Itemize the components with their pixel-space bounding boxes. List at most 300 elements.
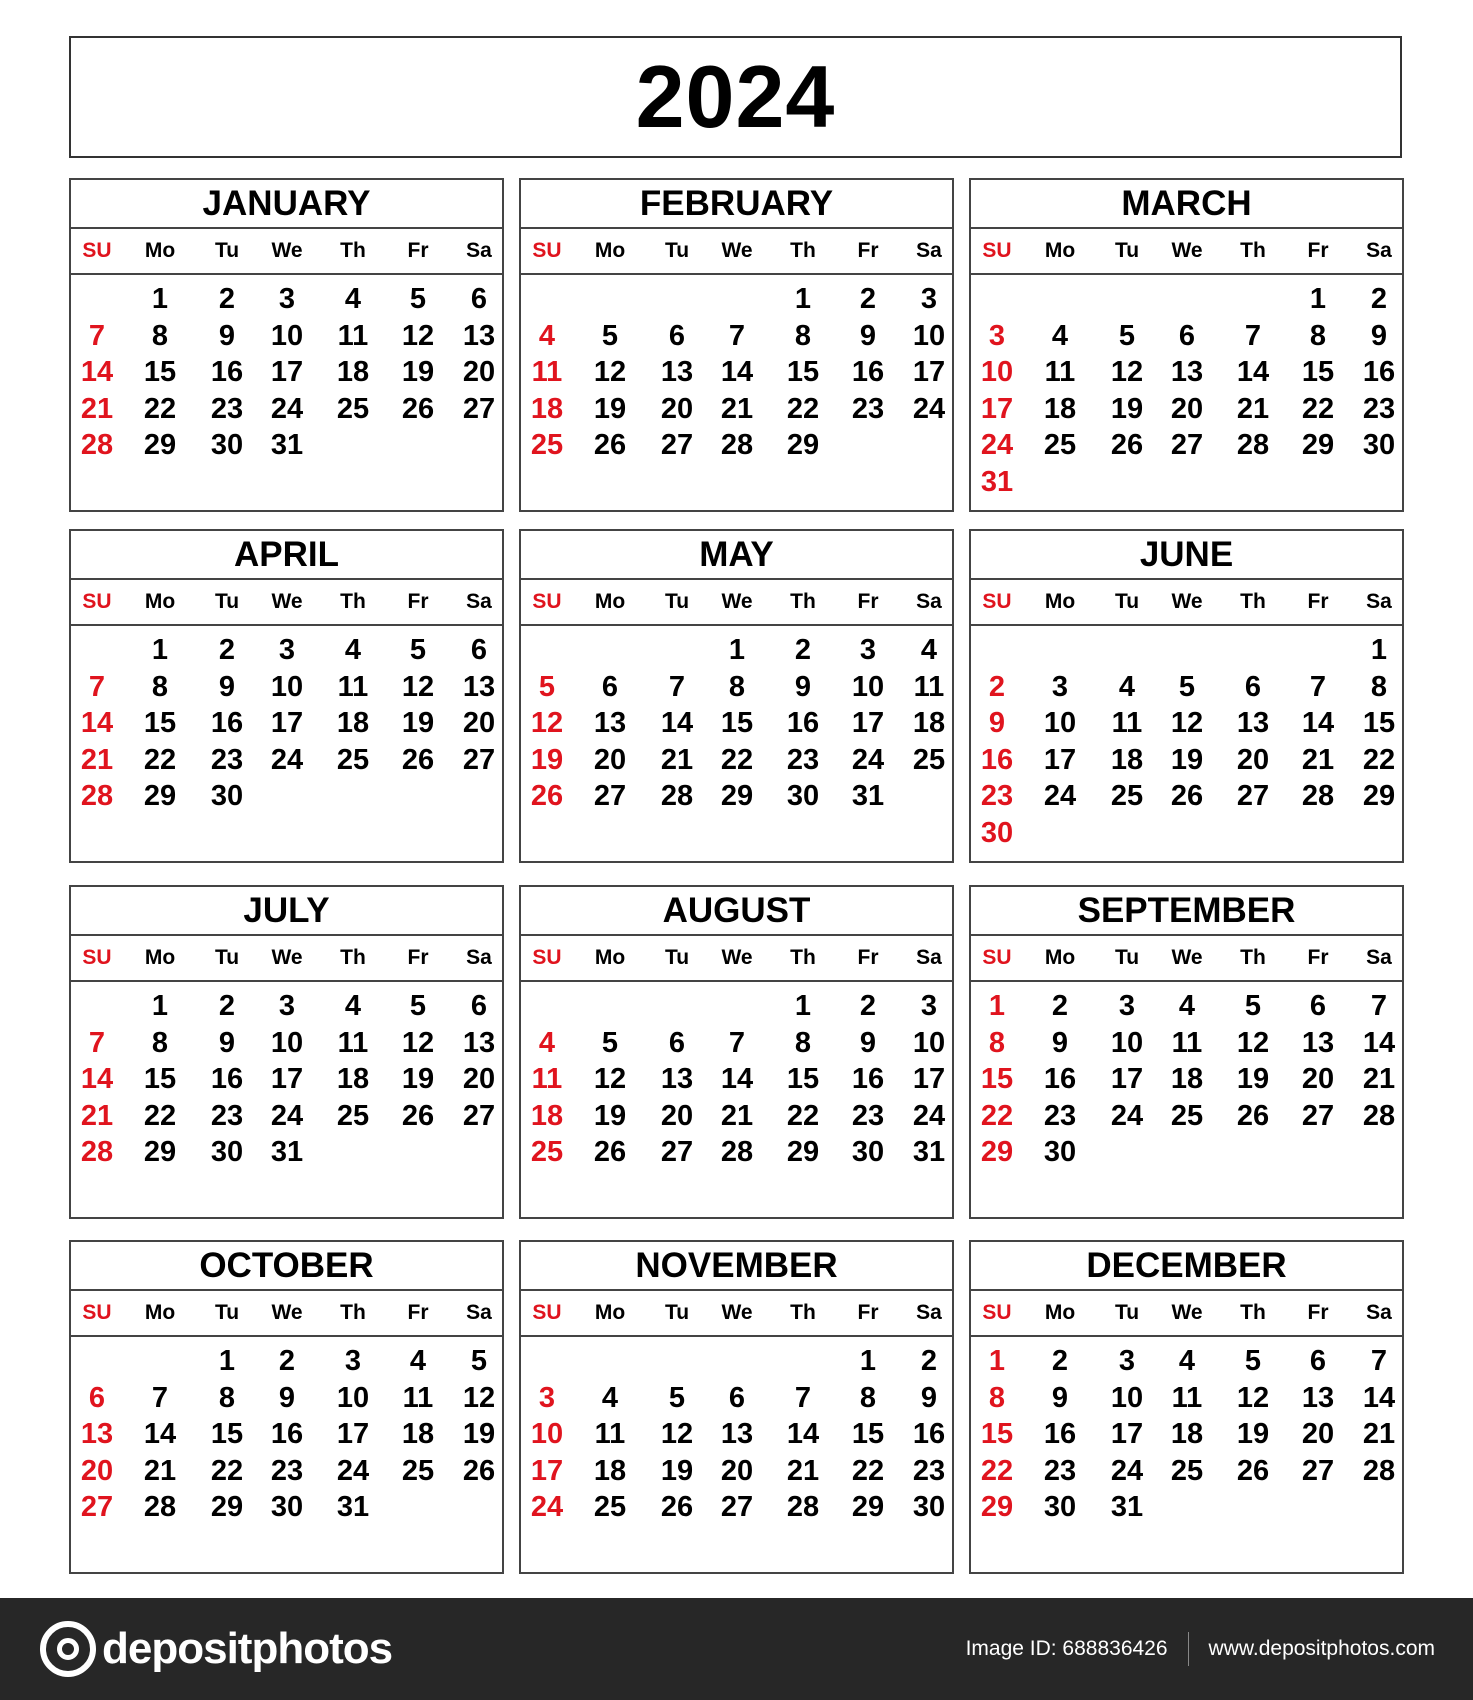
image-id: Image ID: 688836426 — [965, 1637, 1168, 1660]
day-cell: 4 — [601, 1381, 619, 1414]
day-cell: 4 — [1178, 1345, 1196, 1377]
weekday-label: Sa — [466, 590, 492, 613]
day-cell: 5 — [1244, 1345, 1262, 1377]
month-name: OCTOBER — [71, 1242, 502, 1291]
day-cell: 25 — [1170, 1454, 1204, 1487]
day-cell: 7 — [1370, 1345, 1388, 1377]
day-cell: 12 — [593, 356, 627, 388]
day-cell: 17 — [336, 1418, 370, 1450]
day-cell: 3 — [538, 1381, 556, 1414]
day-cell: 5 — [409, 283, 427, 315]
camera-icon — [40, 1621, 96, 1677]
day-cell: 13 — [1236, 707, 1270, 739]
day-cell: 1 — [728, 634, 746, 666]
day-cell: 27 — [80, 1491, 114, 1523]
day-cell: 28 — [1301, 780, 1335, 812]
weekday-header — [71, 229, 502, 275]
day-cell: 3 — [859, 634, 877, 666]
day-cell: 29 — [143, 780, 177, 812]
day-cell: 1 — [1309, 283, 1327, 315]
weekday-label: Tu — [1114, 946, 1140, 969]
day-cell: 16 — [210, 707, 244, 739]
day-cell: 30 — [210, 429, 244, 461]
day-cell: 31 — [1110, 1491, 1144, 1523]
day-cell: 30 — [1043, 1136, 1077, 1168]
day-cell: 10 — [912, 1026, 946, 1059]
day-cell: 28 — [786, 1491, 820, 1523]
day-cell: 16 — [851, 1063, 885, 1095]
day-cell: 10 — [336, 1381, 370, 1414]
weekday-label: Sa — [916, 590, 942, 613]
day-cell: 16 — [210, 1063, 244, 1095]
day-cell: 19 — [401, 1063, 435, 1095]
day-cell: 14 — [143, 1418, 177, 1450]
day-cell: 18 — [336, 707, 370, 739]
day-cell: 29 — [980, 1136, 1014, 1168]
weekday-label: Tu — [1114, 590, 1140, 613]
day-cell: 14 — [80, 707, 114, 739]
day-cell: 16 — [786, 707, 820, 739]
day-cell: 4 — [1051, 319, 1069, 352]
day-cell: 11 — [1171, 1026, 1203, 1059]
day-cell: 16 — [1043, 1418, 1077, 1450]
day-cell: 1 — [794, 990, 812, 1022]
weekday-label: We — [271, 590, 303, 613]
day-cell: 4 — [344, 990, 362, 1022]
day-cell: 1 — [218, 1345, 236, 1377]
weekday-label: Th — [1240, 590, 1266, 613]
day-cell: 20 — [462, 356, 496, 388]
day-cell: 8 — [728, 670, 746, 703]
day-cell: 19 — [462, 1418, 496, 1450]
year-header — [69, 36, 1402, 158]
day-cell: 26 — [401, 1099, 435, 1132]
day-cell: 12 — [530, 707, 564, 739]
day-cell: 5 — [601, 1026, 619, 1059]
day-cell: 16 — [1362, 356, 1396, 388]
day-cell: 2 — [218, 634, 236, 666]
weekday-label: SU — [532, 239, 562, 262]
day-cell: 4 — [344, 634, 362, 666]
weekday-label: Tu — [214, 1301, 240, 1324]
day-cell: 29 — [720, 780, 754, 812]
month-name: FEBRUARY — [521, 180, 952, 229]
weekday-label: Sa — [466, 1301, 492, 1324]
day-cell: 24 — [530, 1491, 564, 1523]
day-cell: 3 — [988, 319, 1006, 352]
day-cell: 3 — [278, 283, 296, 315]
weekday-label: Fr — [857, 946, 879, 969]
day-cell: 26 — [530, 780, 564, 812]
day-cell: 16 — [270, 1418, 304, 1450]
weekday-label: SU — [532, 946, 562, 969]
weekday-label: Th — [790, 946, 816, 969]
day-cell: 24 — [336, 1454, 370, 1487]
day-cell: 23 — [1043, 1099, 1077, 1132]
day-cell: 9 — [920, 1381, 938, 1414]
day-cell: 31 — [270, 1136, 304, 1168]
day-cell: 25 — [530, 429, 564, 461]
weekday-header — [71, 1291, 502, 1337]
day-cell: 23 — [210, 1099, 244, 1132]
day-cell: 29 — [143, 1136, 177, 1168]
weekday-label: Th — [1240, 946, 1266, 969]
day-cell: 31 — [336, 1491, 370, 1523]
day-cell: 8 — [151, 1026, 169, 1059]
month-name: JUNE — [971, 531, 1402, 580]
day-cell: 9 — [1370, 319, 1388, 352]
weekday-label: Tu — [1114, 1301, 1140, 1324]
day-cell: 12 — [1170, 707, 1204, 739]
day-cell: 7 — [88, 319, 106, 352]
day-cell: 27 — [660, 1136, 694, 1168]
day-cell: 13 — [462, 319, 496, 352]
month-december — [969, 1240, 1404, 1574]
day-cell: 30 — [980, 816, 1014, 849]
month-name: DECEMBER — [971, 1242, 1402, 1291]
day-cell: 13 — [462, 1026, 496, 1059]
day-cell: 18 — [530, 392, 564, 425]
day-cell: 19 — [1236, 1418, 1270, 1450]
day-cell: 18 — [1110, 743, 1144, 776]
day-cell: 2 — [1051, 1345, 1069, 1377]
month-name: AUGUST — [521, 887, 952, 936]
day-cell: 18 — [912, 707, 946, 739]
day-cell: 12 — [1110, 356, 1144, 388]
weekday-header — [521, 229, 952, 275]
day-cell: 21 — [1236, 392, 1270, 425]
weekday-label: Sa — [466, 239, 492, 262]
day-cell: 13 — [593, 707, 627, 739]
weekday-label: Fr — [1307, 946, 1329, 969]
day-cell: 22 — [980, 1454, 1014, 1487]
day-cell: 28 — [80, 1136, 114, 1168]
day-cell: 6 — [470, 283, 488, 315]
day-cell: 19 — [593, 1099, 627, 1132]
day-cell: 14 — [660, 707, 694, 739]
day-cell: 6 — [668, 1026, 686, 1059]
weekday-label: Tu — [664, 946, 690, 969]
day-cell: 24 — [980, 429, 1014, 461]
weekday-label: Th — [340, 590, 366, 613]
day-cell: 19 — [401, 707, 435, 739]
day-cell: 7 — [1309, 670, 1327, 703]
day-cell: 5 — [601, 319, 619, 352]
weekday-label: Mo — [144, 239, 176, 262]
day-cell: 17 — [980, 392, 1014, 425]
day-cell: 11 — [531, 1063, 563, 1095]
weekday-label: Tu — [214, 590, 240, 613]
day-cell: 10 — [1110, 1381, 1144, 1414]
day-cell: 28 — [1362, 1099, 1396, 1132]
day-cell: 28 — [660, 780, 694, 812]
weekday-label: Th — [340, 239, 366, 262]
weekday-label: Sa — [916, 946, 942, 969]
weekday-label: Mo — [594, 590, 626, 613]
day-cell: 7 — [794, 1381, 812, 1414]
day-cell: 27 — [1236, 780, 1270, 812]
day-cell: 9 — [1051, 1381, 1069, 1414]
month-may — [519, 529, 954, 863]
weekday-label: Th — [790, 1301, 816, 1324]
day-cell: 12 — [401, 319, 435, 352]
day-cell: 8 — [859, 1381, 877, 1414]
day-cell: 11 — [337, 319, 369, 352]
day-cell: 25 — [336, 392, 370, 425]
day-cell: 24 — [1110, 1454, 1144, 1487]
day-cell: 2 — [218, 283, 236, 315]
month-name: MAY — [521, 531, 952, 580]
day-cell: 12 — [401, 1026, 435, 1059]
day-cell: 22 — [1362, 743, 1396, 776]
day-cell: 25 — [1110, 780, 1144, 812]
day-cell: 23 — [270, 1454, 304, 1487]
day-cell: 11 — [531, 356, 563, 388]
day-cell: 7 — [88, 1026, 106, 1059]
day-cell: 7 — [728, 1026, 746, 1059]
day-cell: 17 — [530, 1454, 564, 1487]
day-cell: 25 — [401, 1454, 435, 1487]
day-cell: 17 — [912, 356, 946, 388]
day-cell: 19 — [1170, 743, 1204, 776]
site-url: www.depositphotos.com — [1208, 1637, 1435, 1660]
day-cell: 30 — [912, 1491, 946, 1523]
day-cell: 4 — [538, 1026, 556, 1059]
day-cell: 8 — [151, 319, 169, 352]
day-cell: 26 — [1236, 1454, 1270, 1487]
day-cell: 6 — [88, 1381, 106, 1414]
day-cell: 4 — [409, 1345, 427, 1377]
day-cell: 15 — [1362, 707, 1396, 739]
day-cell: 1 — [151, 634, 169, 666]
day-cell: 19 — [1236, 1063, 1270, 1095]
day-cell: 27 — [720, 1491, 754, 1523]
day-cell: 31 — [912, 1136, 946, 1168]
weekday-label: SU — [982, 239, 1012, 262]
weekday-label: Tu — [214, 239, 240, 262]
day-cell: 26 — [593, 429, 627, 461]
day-cell: 5 — [409, 990, 427, 1022]
day-cell: 6 — [601, 670, 619, 703]
day-cell: 14 — [1301, 707, 1335, 739]
day-cell: 24 — [1043, 780, 1077, 812]
day-cell: 13 — [80, 1418, 114, 1450]
weekday-label: Fr — [407, 239, 429, 262]
weekday-label: Mo — [594, 239, 626, 262]
day-cell: 4 — [1118, 670, 1136, 703]
day-cell: 17 — [1110, 1063, 1144, 1095]
day-cell: 5 — [1244, 990, 1262, 1022]
divider — [1188, 1632, 1189, 1666]
day-cell: 7 — [151, 1381, 169, 1414]
month-name: JULY — [71, 887, 502, 936]
weekday-label: We — [721, 590, 753, 613]
weekday-label: Sa — [1366, 239, 1392, 262]
day-cell: 29 — [786, 1136, 820, 1168]
day-cell: 26 — [401, 392, 435, 425]
day-cell: 11 — [1171, 1381, 1203, 1414]
day-cell: 20 — [1301, 1063, 1335, 1095]
day-cell: 18 — [530, 1099, 564, 1132]
day-cell: 8 — [794, 319, 812, 352]
day-cell: 10 — [270, 319, 304, 352]
day-cell: 3 — [1118, 990, 1136, 1022]
day-cell: 12 — [401, 670, 435, 703]
day-cell: 25 — [1170, 1099, 1204, 1132]
day-cell: 5 — [538, 670, 556, 703]
day-cell: 22 — [720, 743, 754, 776]
day-cell: 22 — [1301, 392, 1335, 425]
day-cell: 9 — [859, 1026, 877, 1059]
day-cell: 13 — [720, 1418, 754, 1450]
weekday-label: We — [1171, 239, 1203, 262]
weekday-label: Sa — [1366, 1301, 1392, 1324]
day-cell: 29 — [1301, 429, 1335, 461]
day-cell: 11 — [1044, 356, 1076, 388]
year-title: 2024 — [635, 47, 836, 146]
day-cell: 18 — [1170, 1063, 1204, 1095]
day-cell: 13 — [660, 356, 694, 388]
weekday-label: Fr — [1307, 1301, 1329, 1324]
day-cell: 10 — [270, 1026, 304, 1059]
weekday-label: Fr — [857, 590, 879, 613]
day-cell: 21 — [80, 392, 114, 425]
day-cell: 14 — [1362, 1026, 1396, 1059]
day-cell: 21 — [786, 1454, 820, 1487]
day-cell: 21 — [143, 1454, 177, 1487]
day-cell: 16 — [980, 743, 1014, 776]
day-cell: 29 — [980, 1491, 1014, 1523]
day-cell: 27 — [462, 1099, 496, 1132]
weekday-label: Mo — [1044, 946, 1076, 969]
day-cell: 31 — [980, 465, 1014, 498]
day-cell: 21 — [80, 1099, 114, 1132]
day-cell: 20 — [80, 1454, 114, 1487]
day-cell: 8 — [988, 1026, 1006, 1059]
weekday-label: Mo — [594, 946, 626, 969]
day-cell: 29 — [143, 429, 177, 461]
day-cell: 29 — [210, 1491, 244, 1523]
day-cell: 29 — [851, 1491, 885, 1523]
day-cell: 30 — [851, 1136, 885, 1168]
day-cell: 21 — [720, 1099, 754, 1132]
day-cell: 7 — [88, 670, 106, 703]
day-cell: 25 — [336, 743, 370, 776]
weekday-label: Mo — [1044, 239, 1076, 262]
day-cell: 27 — [593, 780, 627, 812]
weekday-label: Th — [340, 946, 366, 969]
day-cell: 27 — [1301, 1454, 1335, 1487]
day-cell: 16 — [1043, 1063, 1077, 1095]
day-cell: 28 — [720, 1136, 754, 1168]
day-cell: 26 — [660, 1491, 694, 1523]
month-august — [519, 885, 954, 1219]
day-cell: 6 — [1244, 670, 1262, 703]
day-cell: 9 — [218, 1026, 236, 1059]
day-cell: 23 — [786, 743, 820, 776]
day-cell: 15 — [720, 707, 754, 739]
day-cell: 10 — [1110, 1026, 1144, 1059]
day-cell: 22 — [143, 743, 177, 776]
weekday-label: Mo — [144, 1301, 176, 1324]
day-cell: 14 — [786, 1418, 820, 1450]
day-cell: 30 — [270, 1491, 304, 1523]
day-cell: 9 — [218, 319, 236, 352]
day-cell: 26 — [401, 743, 435, 776]
day-cell: 13 — [1301, 1381, 1335, 1414]
day-cell: 20 — [1236, 743, 1270, 776]
day-cell: 8 — [218, 1381, 236, 1414]
day-cell: 29 — [1362, 780, 1396, 812]
logo-text: depositphotos — [102, 1624, 393, 1673]
day-cell: 14 — [80, 356, 114, 388]
weekday-label: Fr — [857, 1301, 879, 1324]
day-cell: 23 — [1362, 392, 1396, 425]
day-cell: 4 — [538, 319, 556, 352]
day-cell: 24 — [270, 1099, 304, 1132]
day-cell: 1 — [988, 990, 1006, 1022]
day-cell: 24 — [912, 392, 946, 425]
day-cell: 15 — [786, 1063, 820, 1095]
day-cell: 3 — [920, 283, 938, 315]
day-cell: 7 — [728, 319, 746, 352]
day-cell: 14 — [1362, 1381, 1396, 1414]
day-cell: 25 — [336, 1099, 370, 1132]
day-cell: 26 — [462, 1454, 496, 1487]
weekday-label: We — [1171, 590, 1203, 613]
day-cell: 27 — [660, 429, 694, 461]
month-november — [519, 1240, 954, 1574]
day-cell: 24 — [1110, 1099, 1144, 1132]
weekday-label: Th — [1240, 239, 1266, 262]
day-cell: 11 — [594, 1418, 626, 1450]
weekday-label: Sa — [916, 239, 942, 262]
day-cell: 1 — [859, 1345, 877, 1377]
month-march — [969, 178, 1404, 512]
day-cell: 19 — [1110, 392, 1144, 425]
day-cell: 7 — [1370, 990, 1388, 1022]
weekday-label: Mo — [1044, 590, 1076, 613]
day-cell: 28 — [143, 1491, 177, 1523]
day-cell: 6 — [470, 634, 488, 666]
day-cell: 8 — [151, 670, 169, 703]
day-cell: 17 — [1110, 1418, 1144, 1450]
day-cell: 25 — [1043, 429, 1077, 461]
weekday-header — [971, 936, 1402, 982]
day-cell: 15 — [143, 707, 177, 739]
day-cell: 20 — [720, 1454, 754, 1487]
day-cell: 23 — [851, 392, 885, 425]
day-cell: 3 — [278, 634, 296, 666]
month-october — [69, 1240, 504, 1574]
day-cell: 21 — [720, 392, 754, 425]
day-cell: 18 — [336, 356, 370, 388]
day-cell: 10 — [530, 1418, 564, 1450]
day-cell: 11 — [913, 670, 945, 703]
day-cell: 27 — [1170, 429, 1204, 461]
day-cell: 19 — [401, 356, 435, 388]
weekday-label: SU — [82, 590, 112, 613]
month-april — [69, 529, 504, 863]
month-july — [69, 885, 504, 1219]
day-cell: 8 — [794, 1026, 812, 1059]
day-cell: 12 — [462, 1381, 496, 1414]
day-cell: 21 — [80, 743, 114, 776]
day-cell: 28 — [80, 429, 114, 461]
day-cell: 30 — [1043, 1491, 1077, 1523]
day-cell: 2 — [1370, 283, 1388, 315]
month-name: MARCH — [971, 180, 1402, 229]
